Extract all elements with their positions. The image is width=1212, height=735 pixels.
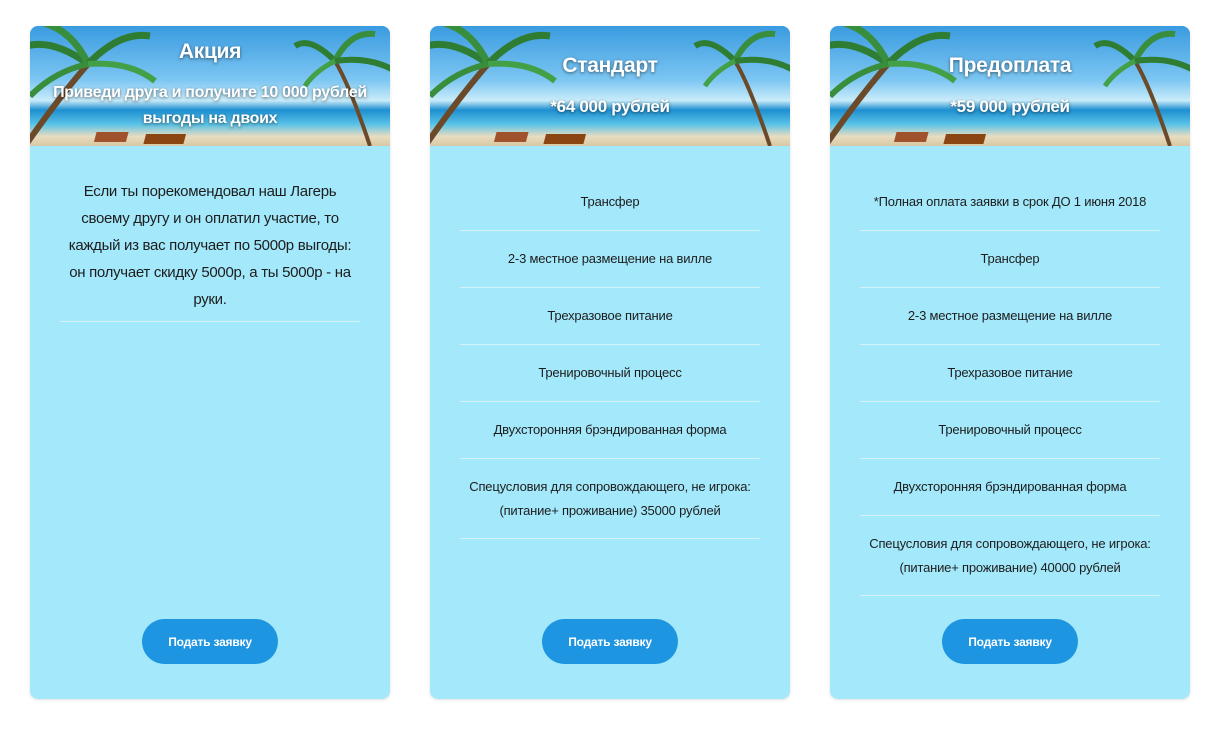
feature-item: Трехразовое питание (460, 288, 760, 345)
apply-button[interactable]: Подать заявку (142, 619, 278, 664)
right-palm (1095, 34, 1190, 146)
card-header (30, 26, 390, 146)
left-palm (830, 26, 955, 146)
apply-button[interactable]: Подать заявку (942, 619, 1078, 664)
feature-item: Двухсторонняя брэндированная форма (860, 459, 1160, 516)
feature-item: Тренировочный процесс (860, 402, 1160, 459)
feature-item: Трехразовое питание (860, 345, 1160, 402)
pricing-card-prepayment (830, 26, 1190, 699)
feature-item: Двухсторонняя брэндированная форма (460, 402, 760, 459)
pricing-card-standard (430, 26, 790, 699)
feature-item: Спецусловия для сопровождающего, не игрока: (питание+ проживание) 35000 рублей (460, 459, 760, 539)
feature-list (860, 174, 1160, 596)
beach-chairs (894, 132, 986, 144)
beach-palm-image (430, 26, 790, 146)
card-title: Предоплата (948, 54, 1072, 77)
feature-item: Трансфер (460, 174, 760, 231)
feature-item: 2-3 местное размещение на вилле (460, 231, 760, 288)
feature-item: Тренировочный процесс (460, 345, 760, 402)
beach-chairs (494, 132, 586, 144)
card-title: Акция (178, 40, 242, 63)
feature-item: *Полная оплата заявки в срок ДО 1 июня 2018 (860, 174, 1160, 231)
pricing-card-promo (30, 26, 390, 699)
right-palm (695, 34, 790, 146)
feature-list (460, 174, 760, 539)
beach-palm-image (830, 26, 1190, 146)
card-header (430, 26, 790, 146)
feature-item: 2-3 местное размещение на вилле (860, 288, 1160, 345)
left-palm (430, 26, 555, 146)
beach-chairs (94, 132, 186, 144)
card-price: *59 000 рублей (950, 97, 1070, 116)
feature-item: Спецусловия для сопровождающего, не игрока: (питание+ проживание) 40000 рублей (860, 516, 1160, 596)
card-price: *64 000 рублей (550, 97, 670, 116)
feature-item: Трансфер (860, 231, 1160, 288)
card-subtitle: Приведи друга и получите 10 000 рублей выгоды на двоих (53, 84, 367, 127)
promo-description: Если ты порекомендовал наш Лагерь своему другу и он оплатил участие, то каждый из вас получает по 5000р выгоды: он получает скидку 5000р, а ты 5000р - на руки. (60, 178, 360, 322)
card-title: Стандарт (562, 54, 658, 77)
apply-button[interactable]: Подать заявку (542, 619, 678, 664)
card-header (830, 26, 1190, 146)
